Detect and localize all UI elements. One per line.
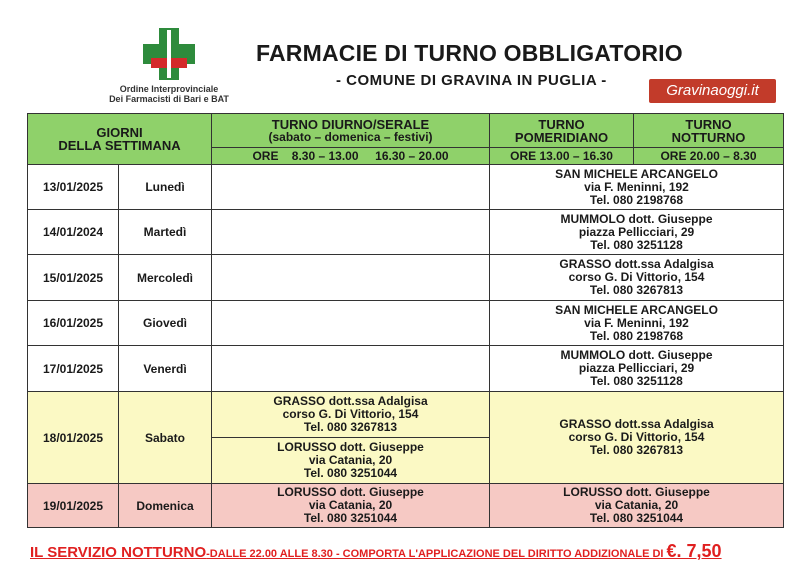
row-pharmacy: [490, 346, 784, 392]
domenica-diurno: [212, 484, 490, 528]
logo-line-2: Dei Farmacisti di Bari e BAT: [109, 94, 229, 104]
header-pomeridiano: [490, 114, 634, 148]
pharmacy-phone: Tel. 080 2198768: [589, 328, 684, 343]
sabato-diurno-1: [212, 392, 490, 438]
row-date: 13/01/2025: [28, 165, 119, 210]
sabato-diurno-2: [212, 438, 490, 484]
row-pharmacy: [490, 301, 784, 346]
pharmacy-phone: Tel. 080 3251128: [590, 374, 683, 388]
header-diurno-line2: (sabato – domenica – festivi): [268, 129, 433, 144]
pharmacy-phone: Tel. 080 3251044: [303, 466, 398, 480]
page-subtitle: - COMUNE DI GRAVINA IN PUGLIA -: [336, 72, 607, 89]
header-giorni: [28, 114, 212, 165]
ordine-logo: [94, 28, 244, 104]
hours-diurno: ORE 8.30 – 13.00 16.30 – 20.00: [212, 148, 490, 165]
table-row-domenica: [28, 484, 784, 528]
table-row: [28, 165, 784, 210]
pharmacy-name: LORUSSO dott. Giuseppe: [277, 440, 424, 454]
header-nott-line1: TURNO: [685, 116, 732, 132]
pharmacy-address: via F. Meninni, 192: [584, 315, 689, 330]
row-day: Mercoledì: [119, 255, 212, 301]
page-title: FARMACIE DI TURNO OBBLIGATORIO: [256, 40, 683, 66]
pharmacy-address: via Catania, 20: [594, 498, 679, 512]
pharmacy-address: corso G. Di Vittorio, 154: [282, 407, 419, 421]
pharmacy-name: GRASSO dott.ssa Adalgisa: [559, 417, 714, 431]
domenica-notturno: [490, 484, 784, 528]
row-date: 15/01/2025: [28, 255, 119, 301]
pharmacy-address: piazza Pellicciari, 29: [578, 361, 695, 375]
pharmacy-address: piazza Pellicciari, 29: [578, 224, 695, 239]
pharmacy-name: SAN MICHELE ARCANGELO: [555, 166, 718, 181]
pharmacy-phone: Tel. 080 3267813: [303, 420, 398, 434]
logo-caption: [94, 84, 244, 104]
row-pharmacy: [490, 255, 784, 301]
table-row: [28, 301, 784, 346]
row-day: Sabato: [119, 392, 212, 484]
table-row: [28, 210, 784, 255]
table-row: [28, 255, 784, 301]
pharmacy-phone: Tel. 080 3251044: [303, 511, 398, 525]
sabato-notturno: [490, 392, 784, 484]
row-pharmacy: [490, 210, 784, 255]
hours-notturno: ORE 20.00 – 8.30: [634, 148, 784, 165]
pharmacy-address: via F. Meninni, 192: [584, 179, 689, 194]
table-row: [28, 346, 784, 392]
header-nott-line2: NOTTURNO: [671, 129, 746, 145]
pharmacy-cross-icon: [143, 28, 195, 80]
header-pom-line1: TURNO: [538, 116, 585, 132]
row-day: Lunedì: [119, 165, 212, 210]
pharmacy-name: MUMMOLO dott. Giuseppe: [560, 211, 713, 226]
pharmacy-phone: Tel. 080 3267813: [589, 283, 684, 297]
pharmacy-address: corso G. Di Vittorio, 154: [568, 430, 705, 444]
logo-line-1: Ordine Interprovinciale: [119, 84, 219, 94]
header-pom-line2: POMERIDIANO: [514, 129, 609, 145]
pharmacy-name: LORUSSO dott. Giuseppe: [563, 485, 710, 499]
note-lead: IL SERVIZIO NOTTURNO: [30, 544, 207, 561]
header-giorni-line1: GIORNI: [96, 125, 143, 140]
pharmacy-name: SAN MICHELE ARCANGELO: [555, 302, 718, 317]
row-diurno-empty: [212, 255, 490, 301]
pharmacy-phone: Tel. 080 3251044: [589, 511, 684, 525]
header-diurno-line1: TURNO DIURNO/SERALE: [271, 116, 430, 132]
row-day: Domenica: [119, 484, 212, 528]
pharmacy-name: LORUSSO dott. Giuseppe: [277, 485, 424, 499]
note-body: -DALLE 22.00 ALLE 8.30 - COMPORTA L'APPLICAZIONE DEL DIRITTO ADDIZIONALE DI: [206, 548, 667, 560]
row-diurno-empty: [212, 301, 490, 346]
pharmacy-address: via Catania, 20: [308, 498, 393, 512]
source-badge[interactable]: Gravinaoggi.it: [649, 79, 776, 103]
row-date: 17/01/2025: [28, 346, 119, 392]
header-notturno: [634, 114, 784, 148]
note-amount: €. 7,50: [666, 541, 722, 561]
row-pharmacy: [490, 165, 784, 210]
table-row-sabato: [28, 392, 784, 438]
schedule-table: [27, 113, 784, 528]
header-giorni-line2: DELLA SETTIMANA: [58, 138, 181, 153]
pharmacy-phone: Tel. 080 3267813: [589, 443, 684, 457]
row-date: 18/01/2025: [28, 392, 119, 484]
header-diurno: [212, 114, 490, 148]
row-diurno-empty: [212, 346, 490, 392]
pharmacy-name: GRASSO dott.ssa Adalgisa: [273, 394, 428, 408]
pharmacy-name: MUMMOLO dott. Giuseppe: [560, 348, 713, 362]
pharmacy-address: via Catania, 20: [308, 453, 393, 467]
row-date: 19/01/2025: [28, 484, 119, 528]
pharmacy-phone: Tel. 080 3251128: [590, 237, 683, 252]
row-date: 14/01/2024: [28, 210, 119, 255]
row-diurno-empty: [212, 210, 490, 255]
row-day: Martedì: [119, 210, 212, 255]
night-service-note: [30, 541, 722, 562]
row-date: 16/01/2025: [28, 301, 119, 346]
row-diurno-empty: [212, 165, 490, 210]
row-day: Giovedì: [119, 301, 212, 346]
row-day: Venerdì: [119, 346, 212, 392]
pharmacy-name: GRASSO dott.ssa Adalgisa: [559, 257, 714, 271]
pharmacy-address: corso G. Di Vittorio, 154: [568, 270, 705, 284]
pharmacy-phone: Tel. 080 2198768: [589, 192, 684, 207]
hours-pomeridiano: ORE 13.00 – 16.30: [490, 148, 634, 165]
